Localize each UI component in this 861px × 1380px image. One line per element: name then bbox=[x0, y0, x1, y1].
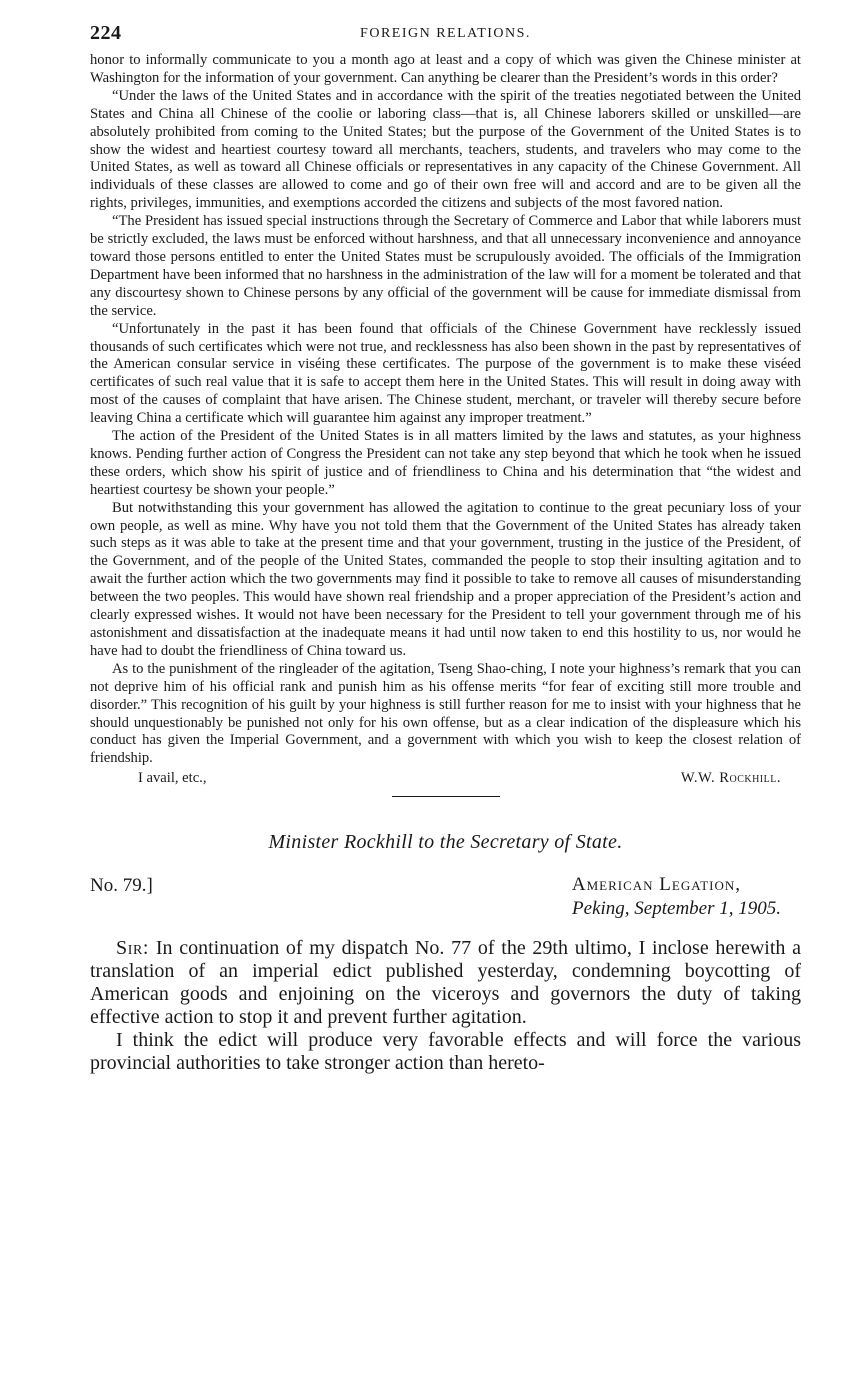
dispatch-header bbox=[90, 872, 801, 932]
letter-paragraph: “The President has issued special instructions through the Secretary of Commerce and Labor that while laborers must be strictly excluded, the laws must be enforced without harshness, and that all unnecessary inconvenience and annoyance toward those persons entitled to enter the United States must be scrupulously avoided. The officials of the Immigration Department have been informed that no harshness in the administration of the law will for a moment be tolerated and that any discourtesy shown to Chinese persons by any official of the government will be cause for immediate dismissal from the service. bbox=[90, 213, 801, 319]
place-date: Peking, September 1, 1905. bbox=[572, 898, 781, 920]
page-header bbox=[90, 18, 801, 52]
dispatch-heading: Minister Rockhill to the Secretary of State. bbox=[268, 831, 623, 854]
letter-paragraph: “Unfortunately in the past it has been found that officials of the Chinese Government have recklessly issued thousands of such certificates which were not true, and recklessness has also been shown in the past by representatives of the American consular service in viséing these certificates. The purpose of the government is to make these viséed certificates of such real value that it is safe to accept them here in the United States. This will result in doing away with most of the causes of complaint that have arisen. The Chinese student, merchant, or traveler will thereby secure before leaving China a certificate which will guarantee him against any improper treatment.” bbox=[90, 320, 801, 427]
document-page bbox=[90, 18, 801, 1075]
letter-body bbox=[90, 52, 801, 768]
dispatch-paragraph bbox=[90, 937, 801, 1029]
page-number: 224 bbox=[90, 22, 122, 44]
dispatch-paragraph: I think the edict will produce very favorable effects and will force the various provincial authorities to take stronger action than hereto- bbox=[90, 1029, 801, 1075]
letter-closing: I avail, etc., bbox=[138, 770, 207, 787]
dispatch-paragraph-text: In continuation of my dispatch No. 77 of the 29th ultimo, I inclose herewith a translation of an imperial edict published yesterday, condemning boycotting of American goods and enjoining on the viceroys and governors the duty of taking effective action to stop it and prevent further agitation. bbox=[90, 937, 801, 1029]
dispatch-number: No. 79.] bbox=[90, 875, 153, 897]
letter-paragraph: honor to informally communicate to you a month ago at least and a copy of which was given the Chinese minister at Washington for the information of your government. Can anything be clearer than the President’s words in this order? bbox=[90, 52, 801, 86]
salutation: Sir: bbox=[116, 937, 150, 960]
running-head: FOREIGN RELATIONS. bbox=[360, 26, 531, 41]
letter-paragraph: As to the punishment of the ringleader of the agitation, Tseng Shao-ching, I note your highness’s remark that you can not deprive him of his official rank and punish him as his offense merits “for fear of exciting still more trouble and disorder.” This recognition of his guilt by your highness is still further reason for me to insist with your highness that he should unquestionably be punished not only for his own offense, but as a clear indication of the displeasure which his conduct has given the Imperial Government, and a government with which you wish to keep the closest relation of friendship. bbox=[90, 660, 801, 767]
letter-paragraph: The action of the President of the United States is in all matters limited by the laws and statutes, as your highness knows. Pending further action of Congress the President can not take any step beyond that which he took when he issued these orders, which show his spirit of justice and of friendliness to China and his determination that “the widest and heartiest courtesy be shown your people.” bbox=[90, 428, 801, 498]
section-divider bbox=[392, 796, 500, 797]
dispatch-body bbox=[90, 937, 801, 1075]
letter-paragraph: But notwithstanding this your government has allowed the agitation to continue to the great pecuniary loss of your own people, as well as mine. Why have you not told them that the Government of the United States has already taken such steps as it was able to take at the present time and that your government, trusting in the justice of the President, of the Government, and of the people of the United States, commanded the people to stop their insulting agitation and to await the further action which the two governments may find it possible to take to remove all causes of misunderstanding between the two peoples. This would have shown real friendship and a proper appreciation of the President’s action and clearly expressed wishes. It would not have been necessary for the President to tell your government through me of his astonishment and dissatisfaction at the inadequate means it had until now taken to end this hostility to us, nor would he have had to doubt the friendliness of China toward us. bbox=[90, 499, 801, 659]
letter-closing-row bbox=[90, 769, 801, 789]
letter-paragraph: “Under the laws of the United States and in accordance with the spirit of the treaties negotiated between the United States and China all Chinese of the coolie or laboring class—that is, all Chinese laborers skilled or unskilled—are absolutely prohibited from coming to the United States; but the purpose of the Government of the United States is to show the widest and heartiest courtesy toward all merchants, teachers, students, and travelers who may come to the United States, as well as toward all Chinese officials or representatives in any capacity of the Chinese Government. All individuals of these classes are allowed to come and go of their own free will and accord and are to be given all the rights, privileges, immunities, and exemptions accorded the citizens and subjects of the most favored nation. bbox=[90, 87, 801, 212]
letter-signature: W.W. Rockhill. bbox=[680, 770, 781, 787]
legation-name: American Legation, bbox=[571, 874, 741, 896]
